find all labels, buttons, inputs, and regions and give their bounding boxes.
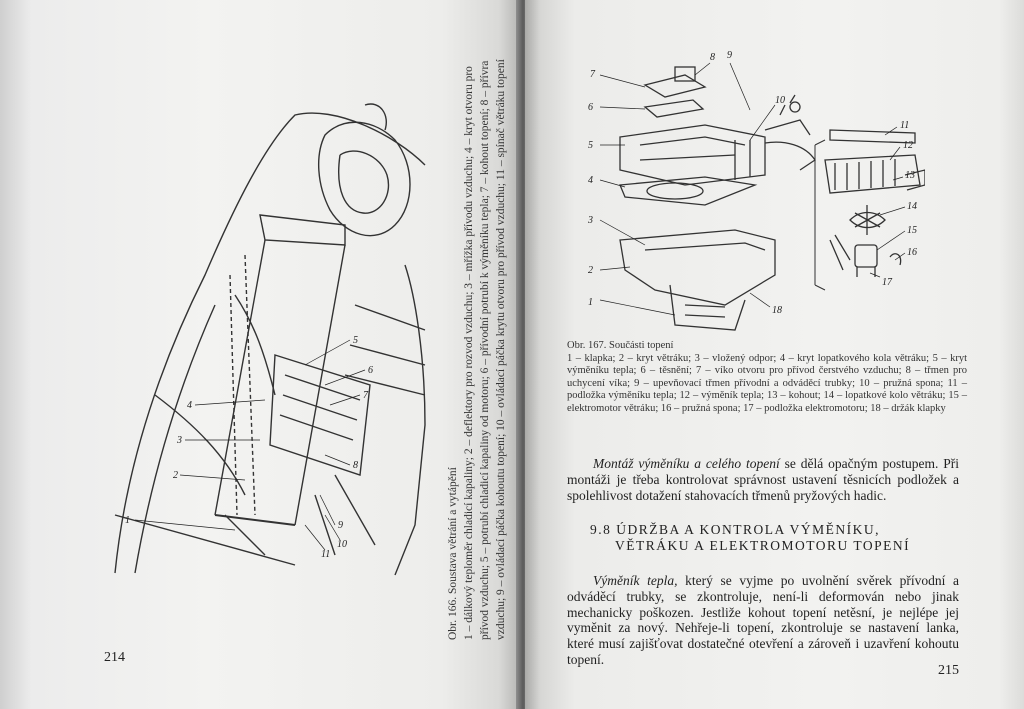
figure-167-caption: [567, 340, 967, 415]
figure-166-caption-body: 1 – dálkový teploměr chladicí kapaliny; 2 – deflektory pro rozvod vzduchu; 3 – mřížka přívodu vzduchu; 4 – kryt otvoru pro přívod vzduchu; 5 – potrubí chladicí kapaliny od motoru; 6 – přívodní potrubí k výměníku tepla; 7 – kohout topení; 8 – přívra vzduchu; 9 – ovládací páčka kohoutu topení; 10 – ovládací páčka krytu otvoru pro přívod vzduchu; 11 – spínač větráku topení: [463, 59, 507, 640]
fig167-label-16: 16: [907, 247, 917, 258]
section-heading: [590, 522, 960, 554]
fig167-label-15: 15: [907, 225, 917, 236]
paragraph-maintenance-lead: Výměník tepla,: [593, 573, 678, 588]
fig167-label-6: 6: [588, 102, 593, 113]
paragraph-assembly-text: se dělá opačným postupem. Při montáži je třeba kontrolovat správnost ustavení těsnicích podložek a spolehlivost dotažení stahovacích třmenů pryžových hadic.: [567, 456, 959, 503]
fig166-label-3: 3: [177, 435, 182, 446]
fig167-label-7: 7: [590, 69, 595, 80]
figure-167-caption-title: Obr. 167. Součásti topení: [567, 340, 674, 351]
fig166-label-7: 7: [363, 390, 368, 401]
section-title-line1: ÚDRŽBA A KONTROLA VÝMĚNÍKU,: [616, 522, 881, 537]
fig167-label-4: 4: [588, 175, 593, 186]
paragraph-assembly-lead: Montáž výměníku a celého topení: [593, 456, 780, 471]
fig166-label-6: 6: [368, 365, 373, 376]
fig166-label-4: 4: [187, 400, 192, 411]
fig167-label-9: 9: [727, 50, 732, 61]
fig167-label-3: 3: [588, 215, 593, 226]
figure-166-caption: [445, 40, 520, 640]
fig167-label-11: 11: [900, 120, 910, 131]
fig167-label-8: 8: [710, 52, 715, 63]
fig167-label-2: 2: [588, 265, 593, 276]
figure-166-drawing: [95, 95, 440, 585]
section-title-line2: VĚTRÁKU A ELEKTROMOTORU TOPENÍ: [615, 538, 911, 553]
fig166-label-1: 1: [125, 515, 130, 526]
section-number: 9.8: [590, 522, 612, 537]
page-number-right: 215: [938, 663, 959, 678]
figure-166-caption-title: Obr. 166. Soustava větrání a vytápění: [447, 467, 459, 640]
fig166-label-10: 10: [337, 539, 347, 550]
fig166-label-11: 11: [321, 549, 331, 560]
fig166-label-2: 2: [173, 470, 178, 481]
fig167-label-12: 12: [903, 140, 913, 151]
fig167-label-18: 18: [772, 305, 782, 316]
fig166-label-8: 8: [353, 460, 358, 471]
fig167-label-14: 14: [907, 201, 917, 212]
fig167-label-13: 13: [905, 170, 915, 181]
page-number-left: 214: [104, 650, 125, 665]
fig167-label-5: 5: [588, 140, 593, 151]
paragraph-maintenance: [567, 573, 959, 668]
fig167-label-17: 17: [882, 277, 892, 288]
fig166-label-9: 9: [338, 520, 343, 531]
figure-167-drawing: [585, 45, 925, 335]
paragraph-assembly: [567, 456, 959, 503]
paragraph-maintenance-text: který se vyjme po uvolnění svěrek přívodní a odváděcí trubky, se zkontroluje, není-li deformován nebo jinak mechanicky poškozen. Jestliže kohout topení netěsní, je nejlépe jej vyměnit za nový. Nehřeje-li topení, zkontroluje se nastavení lanka, které musí zajišťovat dostatečné otevření a zároveň i uzavření kohoutu topení.: [567, 573, 959, 667]
fig166-label-5: 5: [353, 335, 358, 346]
figure-167-caption-body: 1 – klapka; 2 – kryt větráku; 3 – vložený odpor; 4 – kryt lopatkového kola větráku; 5 – kryt výměníku tepla; 6 – těsnění; 7 – víko otvoru pro přívod čerstvého vzduchu; 8 – třmen pro uchycení víka; 9 – upevňovací třmen přívodní a odváděcí trubky; 10 – pružná spona; 11 – podložka výměníku tepla; 12 – výměník tepla; 13 – kohout; 14 – lopatkové kolo větráku; 15 – elektromotor větráku; 16 – pružná spona; 17 – podložka elektromotoru; 18 – držák klapky: [567, 352, 967, 414]
fig167-label-1: 1: [588, 297, 593, 308]
fig167-label-10: 10: [775, 95, 785, 106]
